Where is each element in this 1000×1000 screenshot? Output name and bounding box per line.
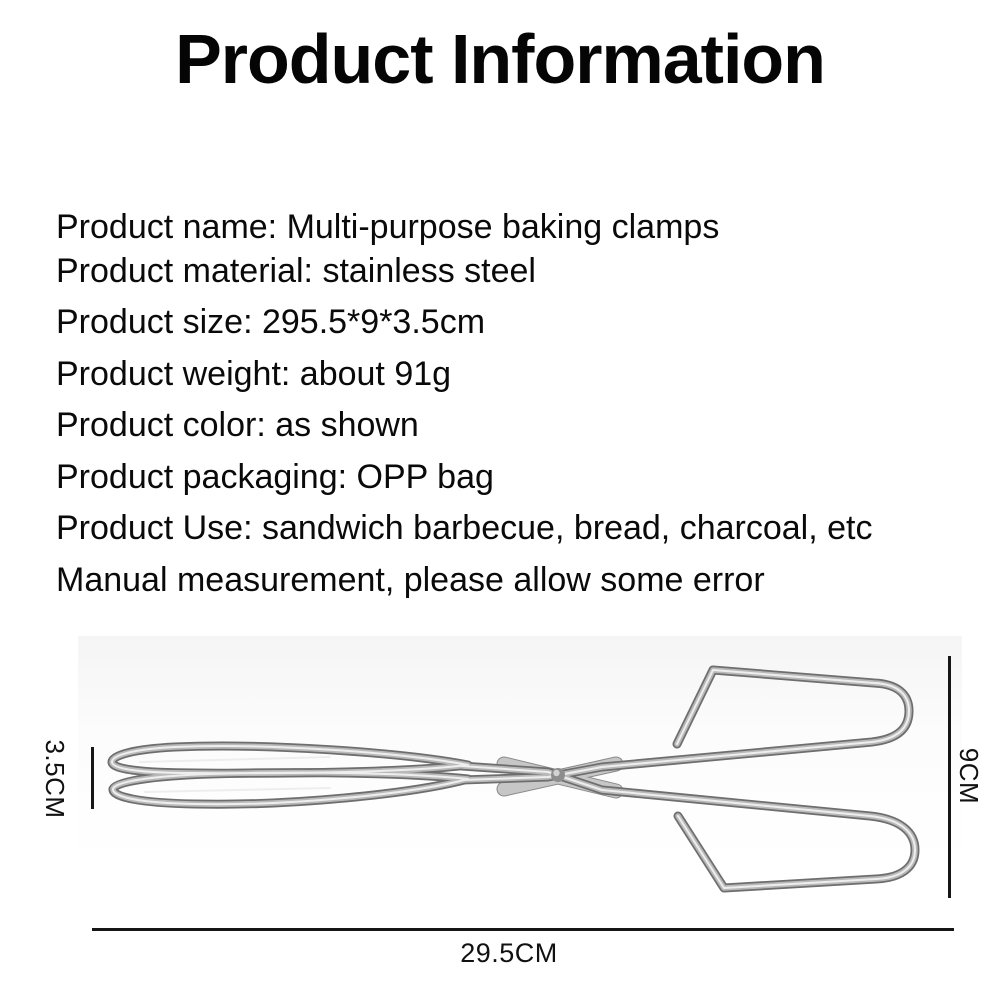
product-detail-disclaimer: Manual measurement, please allow some error (56, 560, 765, 599)
dimension-line-total-length (92, 928, 954, 931)
pivot-rivet (551, 768, 565, 782)
product-detail-use: Product Use: sandwich barbecue, bread, charcoal, etc (56, 509, 873, 547)
dimension-line-handle-height (948, 656, 951, 898)
product-detail-material: Product material: stainless steel (56, 251, 536, 290)
dimension-label-head-height: 3.5CM (40, 739, 70, 819)
tongs-product-image (80, 630, 960, 920)
page-title: Product Information (175, 20, 825, 98)
product-details-list (56, 202, 976, 606)
product-detail-color: Product color: as shown (56, 406, 419, 444)
product-detail-size: Product size: 295.5*9*3.5cm (56, 303, 486, 341)
product-detail-weight: Product weight: about 91g (56, 354, 452, 393)
product-detail-name: Product name: Multi-purpose baking clamps (56, 208, 720, 246)
dimension-label-handle-height: 9CM (954, 747, 984, 805)
dimension-label-total-length: 29.5CM (460, 938, 558, 968)
dimension-line-head-height (91, 747, 94, 809)
tongs-wire-highlight-layer (112, 670, 915, 888)
product-detail-packaging: Product packaging: OPP bag (56, 457, 494, 496)
